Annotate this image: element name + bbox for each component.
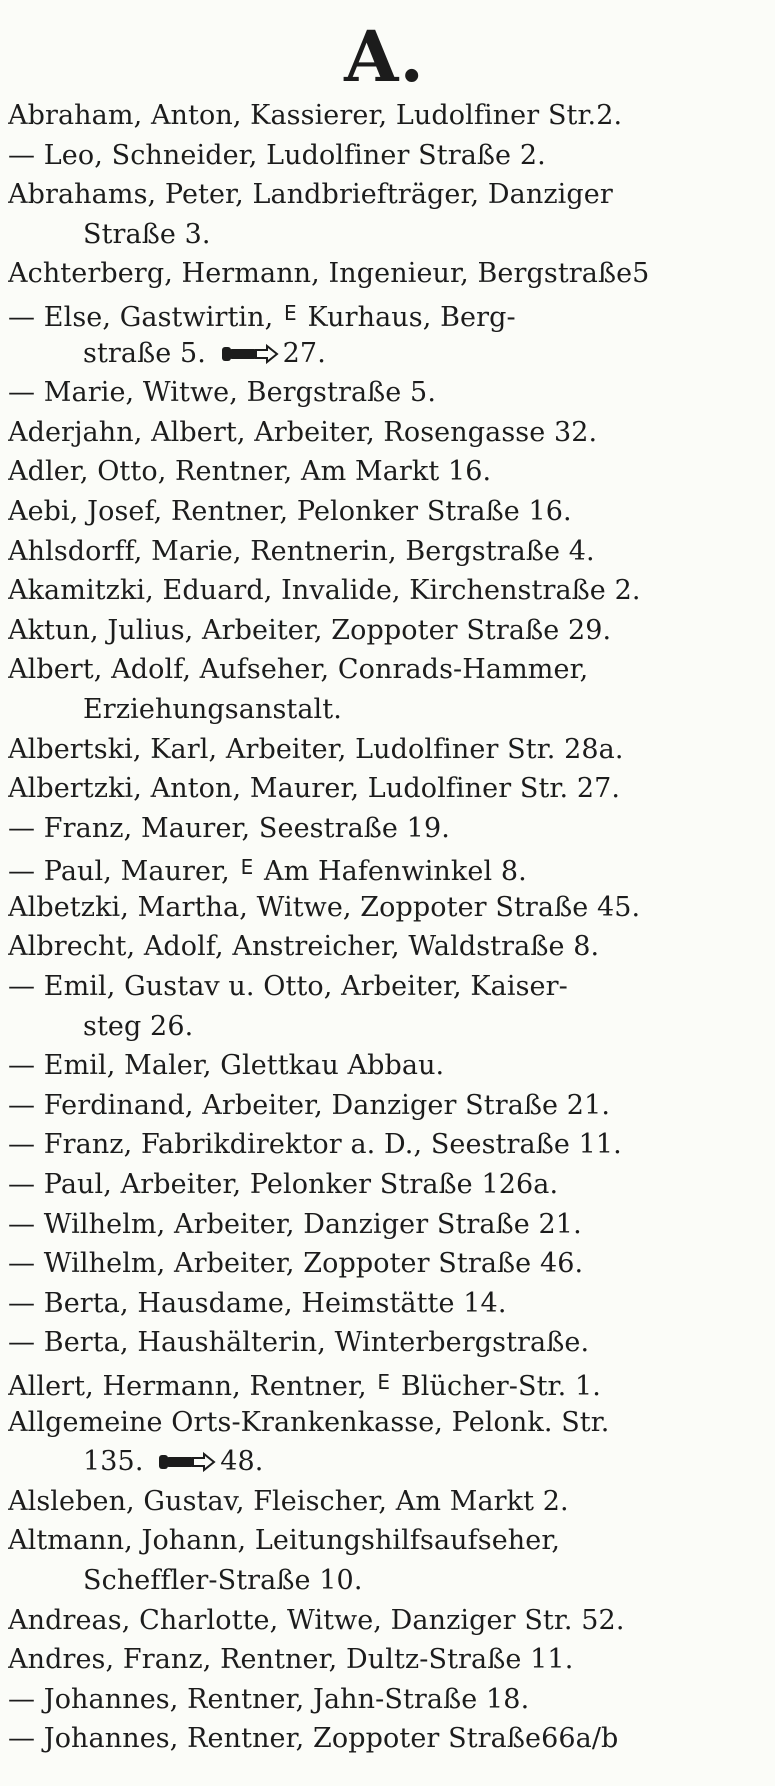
entry-text: Albertzki, Anton, Maurer, Ludolfiner Str. 27. xyxy=(8,773,621,805)
entry-continuation-line xyxy=(8,334,761,374)
entry-continuation-line xyxy=(8,1561,761,1601)
entry-line xyxy=(8,1601,761,1641)
entry-text: 135. xyxy=(83,1446,144,1478)
entry-text: Erziehungsanstalt. xyxy=(83,693,342,725)
entry-text: Aktun, Julius, Arbeiter, Zoppoter Straße 29. xyxy=(8,614,612,646)
directory-entries xyxy=(8,96,761,1759)
entry-line xyxy=(8,809,761,849)
entry-line xyxy=(8,532,761,572)
entry-text: — Emil, Gustav u. Otto, Arbeiter, Kaiser- xyxy=(8,971,568,1003)
entry-continuation-line xyxy=(8,1007,761,1047)
entry-text: Albetzki, Martha, Witwe, Zoppoter Straße 45. xyxy=(8,891,641,923)
entry-line xyxy=(8,927,761,967)
entry-text: — Marie, Witwe, Bergstraße 5. xyxy=(8,377,437,409)
entry-text: Aebi, Josef, Rentner, Pelonker Straße 16. xyxy=(8,495,572,527)
entry-text: — Berta, Hausdame, Heimstätte 14. xyxy=(8,1287,507,1319)
entry-line xyxy=(8,848,761,888)
entry-line xyxy=(8,1719,761,1759)
entry-line xyxy=(8,1165,761,1205)
entry-line xyxy=(8,1640,761,1680)
entry-line xyxy=(8,571,761,611)
entry-line xyxy=(8,1680,761,1720)
entry-text: — Paul, Arbeiter, Pelonker Straße 126a. xyxy=(8,1169,559,1201)
entry-text: Aderjahn, Albert, Arbeiter, Rosengasse 32. xyxy=(8,416,598,448)
entry-text: Achterberg, Hermann, Ingenieur, Bergstraße5 xyxy=(8,258,650,290)
entry-text-after-mark: Am Hafenwinkel 8. xyxy=(264,856,527,888)
electric-mark-icon: E xyxy=(284,300,297,325)
section-letter-heading: A. xyxy=(344,15,425,98)
entry-text: — Else, Gastwirtin, xyxy=(8,301,274,333)
entry-text: — Franz, Fabrikdirektor a. D., Seestraße 11. xyxy=(8,1129,622,1161)
entry-line xyxy=(8,175,761,215)
entry-continuation-line xyxy=(8,1442,761,1482)
telephone-pointer-icon xyxy=(221,343,279,365)
entry-line xyxy=(8,1086,761,1126)
entry-line xyxy=(8,1521,761,1561)
entry-line xyxy=(8,136,761,176)
entry-text: Akamitzki, Eduard, Invalide, Kirchenstraße 2. xyxy=(8,575,641,607)
entry-text: Ahlsdorff, Marie, Rentnerin, Bergstraße 4. xyxy=(8,535,595,567)
entry-line xyxy=(8,1323,761,1363)
entry-text: — Franz, Maurer, Seestraße 19. xyxy=(8,812,450,844)
entry-continuation-line xyxy=(8,690,761,730)
entry-continuation-line xyxy=(8,215,761,255)
entry-text: Alsleben, Gustav, Fleischer, Am Markt 2. xyxy=(8,1485,569,1517)
entry-line xyxy=(8,888,761,928)
entry-line xyxy=(8,1125,761,1165)
entry-line xyxy=(8,413,761,453)
entry-text-after-mark: Kurhaus, Berg- xyxy=(307,301,516,333)
entry-text: Albert, Adolf, Aufseher, Conrads-Hammer, xyxy=(8,654,589,686)
entry-text: — Leo, Schneider, Ludolfiner Straße 2. xyxy=(8,139,546,171)
entry-text: — Wilhelm, Arbeiter, Danziger Straße 21. xyxy=(8,1208,582,1240)
telephone-pointer-icon xyxy=(158,1451,216,1473)
entry-text: straße 5. xyxy=(83,337,206,369)
entry-text: steg 26. xyxy=(83,1010,194,1042)
entry-text: Andreas, Charlotte, Witwe, Danziger Str. 52. xyxy=(8,1604,625,1636)
entry-line xyxy=(8,967,761,1007)
entry-line xyxy=(8,373,761,413)
entry-text: — Ferdinand, Arbeiter, Danziger Straße 21. xyxy=(8,1089,611,1121)
electric-mark-icon: E xyxy=(377,1370,391,1394)
entry-text: — Berta, Haushälterin, Winterbergstraße. xyxy=(8,1327,590,1359)
entry-text: Allert, Hermann, Rentner, xyxy=(8,1371,367,1402)
entry-text: Straße 3. xyxy=(83,218,211,250)
electric-mark-icon: E xyxy=(240,855,254,880)
telephone-number: 48. xyxy=(220,1446,264,1478)
entry-text: Abraham, Anton, Kassierer, Ludolfiner Str.2. xyxy=(8,100,623,131)
entry-text: Albertski, Karl, Arbeiter, Ludolfiner Str. 28a. xyxy=(8,733,624,765)
entry-line xyxy=(8,1482,761,1522)
entry-line xyxy=(8,650,761,690)
entry-line xyxy=(8,1363,761,1403)
entry-line xyxy=(8,254,761,294)
entry-text: Allgemeine Orts-Krankenkasse, Pelonk. Str. xyxy=(8,1406,610,1438)
entry-line xyxy=(8,611,761,651)
entry-text: Altmann, Johann, Leitungshilfsaufseher, xyxy=(8,1525,561,1557)
entry-text: — Johannes, Rentner, Jahn-Straße 18. xyxy=(8,1683,530,1715)
entry-line xyxy=(8,1205,761,1245)
entry-text-after-mark: Blücher-Str. 1. xyxy=(400,1371,601,1402)
telephone-number: 27. xyxy=(282,337,326,369)
entry-line xyxy=(8,294,761,334)
entry-line xyxy=(8,730,761,770)
entry-line xyxy=(8,1403,761,1443)
entry-text: Albrecht, Adolf, Anstreicher, Waldstraße 8. xyxy=(8,931,600,963)
entry-line xyxy=(8,96,761,136)
entry-text: Abrahams, Peter, Landbriefträger, Danziger xyxy=(8,179,613,211)
entry-text: — Johannes, Rentner, Zoppoter Straße66a/b xyxy=(8,1723,619,1755)
entry-line xyxy=(8,1244,761,1284)
entry-text: Scheffler-Straße 10. xyxy=(83,1564,363,1596)
entry-line xyxy=(8,492,761,532)
entry-text: — Emil, Maler, Glettkau Abbau. xyxy=(8,1050,445,1082)
entry-line xyxy=(8,769,761,809)
entry-text: — Paul, Maurer, xyxy=(8,856,230,888)
entry-line xyxy=(8,452,761,492)
entry-line xyxy=(8,1284,761,1324)
entry-text: Adler, Otto, Rentner, Am Markt 16. xyxy=(8,456,492,488)
entry-line xyxy=(8,1046,761,1086)
entry-text: Andres, Franz, Rentner, Dultz-Straße 11. xyxy=(8,1644,574,1676)
entry-text: — Wilhelm, Arbeiter, Zoppoter Straße 46. xyxy=(8,1248,584,1280)
